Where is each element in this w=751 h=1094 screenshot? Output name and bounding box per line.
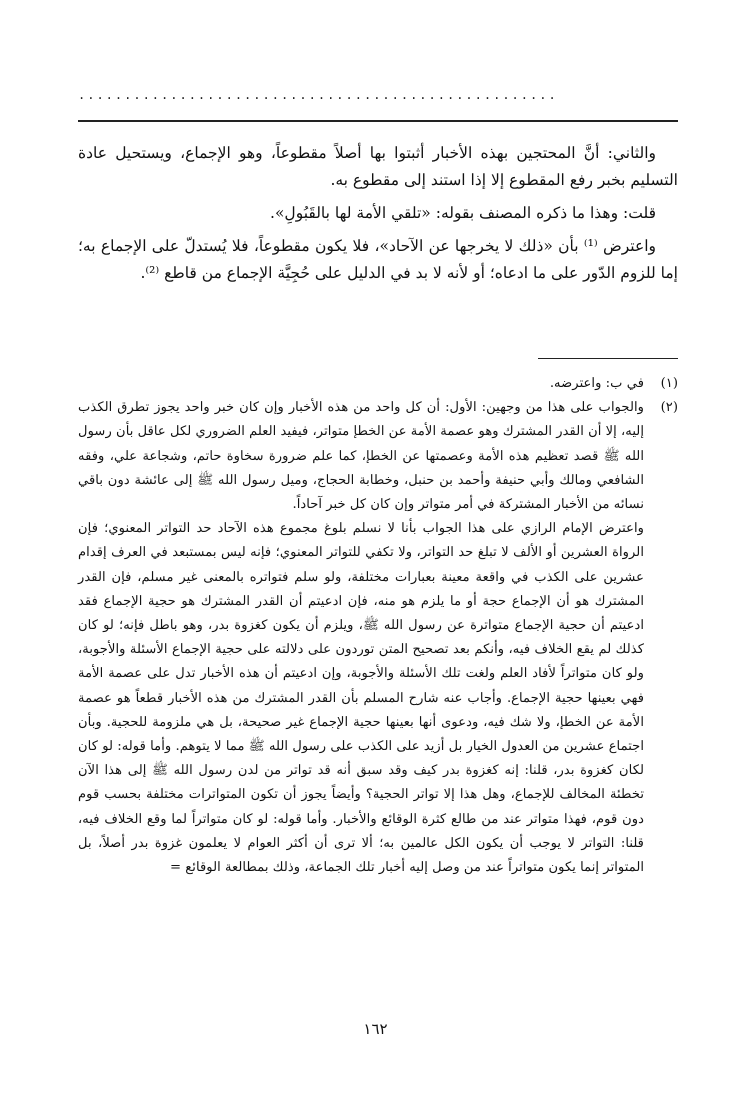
footnote-paragraph: في ب: واعترضه. [549, 376, 644, 391]
footnotes [78, 372, 678, 880]
body-paragraph: قلت: وهذا ما ذكره المصنف بقوله: «تلقي الأمة لها بالقَبُولِ». [270, 204, 656, 222]
footnote-item [78, 372, 678, 396]
footnote-text [78, 372, 644, 396]
footnote-number: (٢) [660, 400, 678, 416]
footnote-separator [538, 358, 678, 359]
footnote-number: (١) [660, 376, 678, 391]
footnote-item [78, 396, 678, 880]
main-text [78, 140, 678, 293]
body-paragraph: والثاني: أنَّ المحتجين بهذه الأخبار أثبتوا بها أصلاً مقطوعاً، وهو الإجماع، ويستحيل عادة التسليم بخبر رفع المقطوع إلا إذا استند إلى مقطوع به. [78, 144, 678, 189]
header-dotted-line: .................................................... [78, 88, 558, 102]
page-number: ١٦٢ [363, 1020, 388, 1038]
header-rule [78, 120, 678, 122]
footnote-paragraph: واعترض الإمام الرازي على هذا الجواب بأنا لا نسلم بلوغ مجموع هذه الآحاد حد التواتر المعنوي؛ فإن الرواة العشرين أو الألف لا تبلغ حد التواتر، ولا تكفي للتواتر المعنوي؛ فإنه ليس بمستبعد في العرف إقدام عشرين على الكذب في واقعة معينة بعبارات مختلفة، ولو سلم فتواتره بالمعنى غير مسلم، فإن القدر المشترك هو أن الإجماع حجة أو ما يلزم هو منه، فإن ادعيتم أن القدر المشترك هو حجية الإجماع فقد ادعيتم أن حجية الإجماع متواترة عن رسول الله ﷺ، ويلزم أن يكون كغزوة بدر، وهو باطل فإنه؛ لو كان كذلك لم يقع الخلاف فيه، وأنكم بعد تصحيح المتن توردون على دلالته على حجية الإجماع الأسئلة والأجوبة، ولو كان متواتراً لأفاد العلم ولغت تلك الأسئلة والأجوبة، وإن ادعيتم أن هذه الأخبار تدل على عصمة الأمة فهي بعينها حجية الإجماع. وأجاب عنه شارح المسلم بأن القدر المشترك من هذه الأخبار قطعاً هو عصمة الأمة عن الخطإ، ولا شك فيه، ودعوى أنها بعينها حجية الإجماع غير صحيحة، بل هي ملزومة للحجية. وبأن اجتماع عشرين من العدول الخيار بل أزيد على الكذب على رسول الله ﷺ مما لا يتوهم. وأما قوله: لو كان لكان كغزوة بدر، قلنا: إنه كغزوة بدر كيف وقد سبق أنه قد تواتر من لدن رسول الله ﷺ إلى هذا الآن تخطئة المخالف للإجماع، وهل هذا إلا تواتر الحجية؟ وأيضاً يجوز أن تكون المتواترات مختلفة بحسب قوم دون قوم، فهذا متواتر عند من طالع كثرة الوقائع والأخبار. وأما قوله: لو كان متواتراً لما وقع الخلاف فيه، قلنا: التواتر لا يوجب أن يكون الكل عالمين به؛ ألا ترى أن أكثر العوام لا يعلمون غزوة بدر أصلاً، بل المتواتر إنما يكون متواتراً عند من وصل إليه أخبار تلك الجماعة، وذلك بمطالعة الوقائع = [78, 521, 644, 876]
body-paragraph: واعترض ⁽¹⁾ بأن «ذلك لا يخرجها عن الآحاد»، فلا يكون مقطوعاً، فلا يُستدلّ على الإجماع به؛ إما للزوم الدّور على ما ادعاه؛ أو لأنه لا بد في الدليل على حُجِيَّة الإجماع من قاطع ⁽²⁾. [78, 237, 678, 282]
footnote-text [78, 396, 644, 880]
footnote-paragraph: والجواب على هذا من وجهين: الأول: أن كل واحد من هذه الأخبار وإن كان خبر واحد يجوز تطرق الكذب إليه، إلا أن القدر المشترك وهو عصمة الأمة عن الخطإ متواتر، فيفيد العلم الضروري لكل عاقل بأن رسول الله ﷺ قصد تعظيم هذه الأمة وعصمتها عن الخطإ، كما علم ضرورة سخاوة حاتم، وشجاعة علي، وفقه الشافعي ومالك وأبي حنيفة وأحمد بن حنبل، وخطابة الحجاج، وميل رسول الله ﷺ إلى عائشة دون باقي نسائه من الأخبار المشتركة في أمر متواتر وإن كان كل خبر آحاداً. [78, 400, 644, 513]
